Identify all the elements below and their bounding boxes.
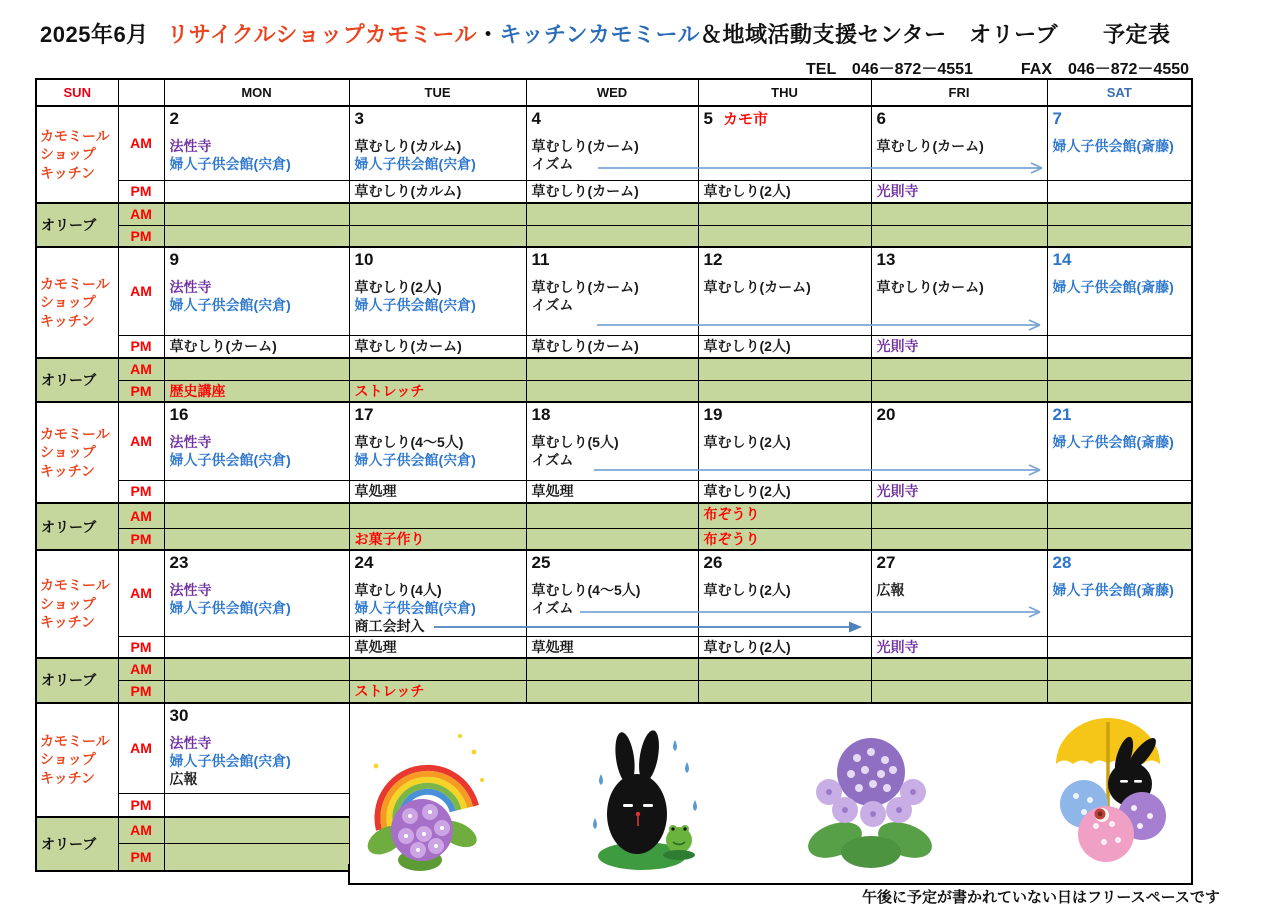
day-cell-pm: [871, 180, 1047, 203]
schedule-entry: 法性寺: [169, 582, 212, 599]
day-number: 14: [1052, 250, 1072, 269]
group-label-olive: オリーブ: [36, 203, 118, 247]
day-cell-am: [526, 550, 698, 636]
day-cell-am: [526, 247, 698, 335]
day-number: 21: [1052, 405, 1072, 424]
olive-cell: [871, 503, 1047, 528]
weekday-header-row: [36, 79, 1192, 106]
footnote: 午後に予定が書かれていない日はフリースペースです: [862, 889, 1220, 906]
schedule-entry: 草むしり(4人): [354, 582, 442, 599]
olive-cell: [1047, 503, 1192, 528]
olive-cell: [1047, 358, 1192, 380]
day-cell-am: [698, 550, 871, 636]
schedule-entry: 婦人子供会館(宍倉): [169, 156, 291, 173]
schedule-entry: 広報: [169, 771, 198, 788]
olive-cell: [164, 203, 349, 225]
day-cell-pm: [698, 335, 871, 358]
day-number: 19: [703, 405, 723, 424]
olive-cell: [871, 225, 1047, 247]
day-cell-am: [1047, 402, 1192, 480]
schedule-entry: 草むしり(カルム): [354, 138, 462, 155]
schedule-entry: 法性寺: [169, 279, 212, 296]
ampm-label: PM: [118, 681, 164, 703]
schedule-entry: 草むしり(カーム): [531, 337, 639, 354]
day-number: 6: [876, 109, 886, 128]
olive-cell: [698, 203, 871, 225]
schedule-entry: 草むしり(2人): [703, 482, 791, 499]
title-shop-name: リサイクルショップカモミール: [166, 22, 477, 47]
olive-cell: [526, 681, 698, 703]
schedule-entry: 草むしり(カルム): [354, 182, 462, 199]
schedule-entry: 草むしり(4～5人): [531, 582, 641, 599]
schedule-entry: 草処理: [531, 638, 574, 655]
ampm-label: AM: [118, 106, 164, 180]
group-label-olive: オリーブ: [36, 658, 118, 703]
schedule-entry: 草むしり(カーム): [354, 337, 462, 354]
day-cell-pm: [526, 180, 698, 203]
schedule-entry: 草むしり(2人): [703, 182, 791, 199]
ampm-label: PM: [118, 380, 164, 402]
day-cell-pm: [349, 180, 526, 203]
olive-cell: [164, 358, 349, 380]
schedule-entry: ストレッチ: [354, 683, 425, 700]
day-cell-am: [871, 550, 1047, 636]
schedule-entry: 草むしり(4～5人): [354, 434, 464, 451]
day-cell-pm: [164, 480, 349, 503]
olive-cell: [1047, 528, 1192, 550]
ampm-label: AM: [118, 703, 164, 794]
day-cell-pm: [526, 480, 698, 503]
olive-cell: [526, 203, 698, 225]
schedule-entry: 婦人子供会館(宍倉): [354, 156, 476, 173]
day-number: 3: [354, 109, 364, 128]
day-cell-pm: [1047, 636, 1192, 657]
header-sat: SAT: [1047, 79, 1192, 106]
schedule-entry: 法性寺: [169, 734, 212, 751]
group-label-olive: オリーブ: [36, 503, 118, 550]
schedule-entry: 婦人子供会館(斎藤): [1052, 434, 1174, 451]
olive-cell: [526, 528, 698, 550]
schedule-entry: 草むしり(カーム): [531, 182, 639, 199]
header-tue: TUE: [349, 79, 526, 106]
schedule-entry: ストレッチ: [354, 382, 425, 399]
schedule-entry: 婦人子供会館(宍倉): [169, 297, 291, 314]
day-cell-am: [349, 247, 526, 335]
olive-cell: [698, 528, 871, 550]
schedule-entry: イズム: [531, 156, 574, 173]
day-number: 27: [876, 553, 896, 572]
day-cell-pm: [698, 180, 871, 203]
schedule-entry: 草むしり(2人): [703, 582, 791, 599]
schedule-entry: 光則寺: [876, 482, 919, 499]
header-sun: SUN: [36, 79, 118, 106]
ampm-label: PM: [118, 335, 164, 358]
day-cell-pm: [698, 480, 871, 503]
schedule-entry: 草むしり(カーム): [531, 279, 639, 296]
olive-cell: [526, 225, 698, 247]
day-number: 2: [169, 109, 179, 128]
schedule-entry: イズム: [531, 600, 574, 617]
day-cell-pm: [164, 180, 349, 203]
olive-cell: [698, 380, 871, 402]
olive-cell: [349, 503, 526, 528]
day-cell-pm: [526, 636, 698, 657]
event-badge: カモ市: [722, 111, 768, 128]
group-label-kamomiru: カモミール ショップ キッチン: [36, 247, 118, 358]
olive-cell: [698, 681, 871, 703]
header-thu: THU: [698, 79, 871, 106]
schedule-entry: イズム: [531, 297, 574, 314]
olive-cell: [698, 358, 871, 380]
schedule-entry: 婦人子供会館(宍倉): [169, 600, 291, 617]
day-cell-pm: [871, 636, 1047, 657]
day-number: 10: [354, 250, 374, 269]
schedule-entry: 婦人子供会館(宍倉): [169, 752, 291, 769]
day-cell-am: [349, 402, 526, 480]
schedule-entry: 婦人子供会館(斎藤): [1052, 279, 1174, 296]
day-cell-am: [164, 247, 349, 335]
day-cell-pm: [164, 794, 349, 817]
olive-cell: [526, 380, 698, 402]
olive-cell: [871, 380, 1047, 402]
header-fri: FRI: [871, 79, 1047, 106]
illustration-area-extension: [348, 864, 1193, 885]
day-number: 23: [169, 553, 189, 572]
day-number: 11: [531, 250, 550, 269]
group-label-kamomiru: カモミール ショップ キッチン: [36, 550, 118, 658]
day-cell-am: [164, 703, 349, 794]
day-number: 13: [876, 250, 896, 269]
olive-cell: [1047, 225, 1192, 247]
day-number: 18: [531, 405, 551, 424]
olive-cell: [349, 358, 526, 380]
day-cell-pm: [871, 480, 1047, 503]
schedule-entry: 商工会封入: [354, 618, 425, 635]
schedule-entry: 婦人子供会館(斎藤): [1052, 582, 1174, 599]
day-cell-pm: [526, 335, 698, 358]
title-rest: ＆地域活動支援センター オリーブ 予定表: [700, 22, 1171, 47]
day-number: 5: [703, 109, 713, 128]
group-label-olive: オリーブ: [36, 817, 118, 871]
olive-cell: [164, 528, 349, 550]
olive-cell: [349, 380, 526, 402]
olive-cell: [349, 225, 526, 247]
olive-cell: [164, 844, 349, 871]
schedule-entry: 草むしり(2人): [703, 638, 791, 655]
title-kitchen-name: キッチンカモミール: [499, 22, 701, 47]
ampm-label: PM: [118, 844, 164, 871]
schedule-entry: 草処理: [354, 482, 397, 499]
olive-cell: [871, 203, 1047, 225]
ampm-label: AM: [118, 550, 164, 636]
day-cell-pm: [164, 636, 349, 657]
olive-cell: [526, 503, 698, 528]
olive-cell: [1047, 681, 1192, 703]
olive-cell: [1047, 658, 1192, 681]
day-number: 24: [354, 553, 374, 572]
schedule-entry: イズム: [531, 452, 574, 469]
header-wed: WED: [526, 79, 698, 106]
contact-info: TEL 046－872－4551 FAX 046－872－4550: [806, 61, 1190, 78]
olive-cell: [164, 225, 349, 247]
schedule-table: [35, 78, 1193, 872]
day-cell-am: [526, 402, 698, 480]
ampm-label: AM: [118, 817, 164, 844]
schedule-entry: 広報: [876, 582, 905, 599]
day-cell-am: [164, 106, 349, 180]
schedule-entry: お菓子作り: [354, 530, 425, 547]
day-cell-am: [698, 402, 871, 480]
title-separator: ・: [476, 22, 500, 47]
header-mon: MON: [164, 79, 349, 106]
day-cell-pm: [349, 335, 526, 358]
group-label-kamomiru: カモミール ショップ キッチン: [36, 402, 118, 503]
schedule-entry: 光則寺: [876, 638, 919, 655]
schedule-entry: 婦人子供会館(宍倉): [354, 297, 476, 314]
ampm-label: PM: [118, 180, 164, 203]
ampm-label: PM: [118, 225, 164, 247]
day-cell-am: [871, 247, 1047, 335]
day-cell-am: [871, 106, 1047, 180]
day-cell-pm: [698, 636, 871, 657]
schedule-entry: 婦人子供会館(宍倉): [354, 452, 476, 469]
schedule-entry: 光則寺: [876, 182, 919, 199]
olive-cell: [698, 658, 871, 681]
olive-cell: [349, 658, 526, 681]
group-label-kamomiru: カモミール ショップ キッチン: [36, 106, 118, 203]
day-cell-am: [349, 550, 526, 636]
olive-cell: [164, 817, 349, 844]
schedule-entry: 草むしり(2人): [703, 434, 791, 451]
day-number: 4: [531, 109, 541, 128]
ampm-label: PM: [118, 480, 164, 503]
day-number: 16: [169, 405, 189, 424]
schedule-entry: 布ぞうり: [703, 506, 760, 522]
schedule-entry: 草処理: [354, 638, 397, 655]
day-number: 26: [703, 553, 723, 572]
schedule-entry: 草むしり(カーム): [531, 138, 639, 155]
olive-cell: [164, 380, 349, 402]
schedule-entry: 草むしり(2人): [703, 337, 791, 354]
illustration-cell: [349, 703, 1192, 871]
ampm-label: PM: [118, 636, 164, 657]
ampm-label: AM: [118, 402, 164, 480]
olive-cell: [1047, 203, 1192, 225]
ampm-label: PM: [118, 528, 164, 550]
day-number: 7: [1052, 109, 1062, 128]
day-number: 20: [876, 405, 896, 424]
day-cell-pm: [871, 335, 1047, 358]
ampm-label: AM: [118, 658, 164, 681]
olive-cell: [164, 503, 349, 528]
ampm-label: PM: [118, 794, 164, 817]
day-cell-am: [164, 402, 349, 480]
page-title: [40, 18, 1171, 49]
schedule-entry: 婦人子供会館(斎藤): [1052, 138, 1174, 155]
olive-cell: [871, 358, 1047, 380]
day-cell-am: [871, 402, 1047, 480]
ampm-label: AM: [118, 358, 164, 380]
schedule-entry: 草むしり(カーム): [876, 279, 984, 296]
schedule-entry: 布ぞうり: [703, 530, 760, 547]
group-label-kamomiru: カモミール ショップ キッチン: [36, 703, 118, 817]
schedule-entry: 婦人子供会館(宍倉): [169, 452, 291, 469]
day-number: 9: [169, 250, 179, 269]
day-cell-am: [164, 550, 349, 636]
ampm-label: AM: [118, 203, 164, 225]
schedule-entry: 草むしり(2人): [354, 279, 442, 296]
olive-cell: [349, 681, 526, 703]
olive-cell: [164, 658, 349, 681]
day-number: 12: [703, 250, 723, 269]
day-number: 28: [1052, 553, 1072, 572]
day-cell-pm: [349, 636, 526, 657]
group-label-olive: オリーブ: [36, 358, 118, 402]
ampm-label: AM: [118, 503, 164, 528]
day-cell-pm: [164, 335, 349, 358]
olive-cell: [1047, 380, 1192, 402]
schedule-entry: 草処理: [531, 482, 574, 499]
day-cell-pm: [1047, 180, 1192, 203]
olive-cell: [871, 681, 1047, 703]
olive-cell: [349, 203, 526, 225]
olive-cell: [871, 658, 1047, 681]
olive-cell: [871, 528, 1047, 550]
day-cell-am: [349, 106, 526, 180]
olive-cell: [526, 658, 698, 681]
title-month: 2025年6月: [40, 22, 149, 47]
schedule-entry: 草むしり(カーム): [876, 138, 984, 155]
schedule-entry: 草むしり(カーム): [169, 337, 277, 354]
olive-cell: [164, 681, 349, 703]
olive-cell: [698, 225, 871, 247]
schedule-entry: 草むしり(カーム): [703, 279, 811, 296]
olive-cell: [349, 528, 526, 550]
day-cell-am: [1047, 106, 1192, 180]
schedule-entry: 草むしり(5人): [531, 434, 619, 451]
day-cell-am: [698, 247, 871, 335]
day-cell-pm: [1047, 335, 1192, 358]
olive-cell: [698, 503, 871, 528]
schedule-entry: 法性寺: [169, 138, 212, 155]
day-number: 25: [531, 553, 551, 572]
olive-cell: [526, 358, 698, 380]
day-cell-pm: [349, 480, 526, 503]
schedule-entry: 婦人子供会館(宍倉): [354, 600, 476, 617]
day-cell-pm: [1047, 480, 1192, 503]
day-cell-am: [1047, 550, 1192, 636]
ampm-label: AM: [118, 247, 164, 335]
day-cell-am: [698, 106, 871, 180]
schedule-entry: 歴史講座: [169, 382, 226, 399]
schedule-entry: 光則寺: [876, 337, 919, 354]
day-cell-am: [526, 106, 698, 180]
day-cell-am: [1047, 247, 1192, 335]
day-number: 17: [354, 405, 374, 424]
header-ampm-spacer: [118, 79, 164, 106]
day-number: 30: [169, 705, 189, 725]
schedule-entry: 法性寺: [169, 434, 212, 451]
